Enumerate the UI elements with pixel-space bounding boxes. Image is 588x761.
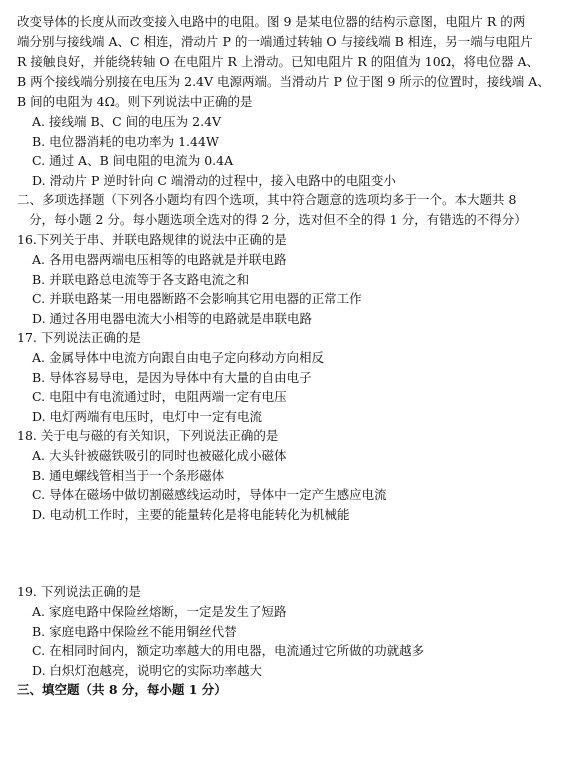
option-c: C. 导体在磁场中做切割磁感线运动时，导体中一定产生感应电流: [32, 487, 387, 502]
option-b: B. 通电螺线管相当于一个条形磁体: [32, 467, 225, 483]
intro-line: B 间的电阻为 4Ω。则下列说法中正确的是: [17, 94, 253, 109]
intro-line: 改变导体的长度从而改变接入电路中的电阻。图 9 是某电位器的结构示意图，电阻片 R 的两: [17, 14, 526, 29]
option-d: D. 通过各用电器电流大小相等的电路就是串联电路: [32, 310, 313, 326]
option-c: C. 并联电路某一用电器断路不会影响其它用电器的正常工作: [32, 291, 362, 306]
option-d: D. 滑动片 P 逆时针向 C 端滑动的过程中，接入电路中的电阻变小: [32, 172, 396, 188]
section-2-heading: [17, 190, 580, 230]
option-c: C. 电阻中有电流通过时，电阻两端一定有电压: [32, 389, 287, 404]
question-stem: 16.下列关于串、并联电路规律的说法中正确的是: [17, 232, 287, 247]
intro-line: 端分别与接线端 A、C 相连，滑动片 P 的一端通过转轴 O 与接线端 B 相连，另一端与电阻片: [17, 34, 533, 49]
option-c: C. 在相同时间内，额定功率越大的用电器，电流通过它所做的功就越多: [32, 643, 425, 658]
intro-options: [17, 112, 580, 190]
option-a: A. 家庭电路中保险丝熔断，一定是发生了短路: [32, 604, 287, 619]
blank-space: [17, 524, 580, 582]
intro-paragraph: [17, 12, 580, 112]
question-16: [17, 230, 580, 328]
option-d: D. 白炽灯泡越亮，说明它的实际功率越大: [32, 662, 263, 678]
option-a: A. 接线端 B、C 间的电压为 2.4V: [32, 114, 222, 129]
option-b: B. 导体容易导电，是因为导体中有大量的自由电子: [32, 369, 312, 385]
intro-line: B 两个接线端分别接在电压为 2.4V 电源两端。当滑动片 P 位于图 9 所示的位置时，接线端 A、: [17, 74, 550, 89]
section-heading-line: 分，每小题 2 分。每小题选项全选对的得 2 分，选对但不全的得 1 分，有错选的不得分）: [29, 212, 527, 227]
option-b: B. 并联电路总电流等于各支路电流之和: [32, 271, 250, 287]
option-b: B. 电位器消耗的电功率为 1.44W: [32, 133, 219, 149]
option-c: C. 通过 A、B 间电阻的电流为 0.4A: [32, 153, 234, 168]
question-stem: 17. 下列说法正确的是: [17, 330, 141, 345]
option-a: A. 各用电器两端电压相等的电路就是并联电路: [32, 252, 287, 267]
option-d: D. 电灯两端有电压时，电灯中一定有电流: [32, 408, 263, 424]
option-b: B. 家庭电路中保险丝不能用铜丝代替: [32, 623, 237, 639]
section-3-heading: 三、填空题（共 8 分，每小题 1 分）: [17, 682, 227, 697]
option-a: A. 大头针被磁铁吸引的同时也被磁化成小磁体: [32, 448, 287, 463]
intro-line: R 接触良好，并能绕转轴 O 在电阻片 R 上滑动。已知电阻片 R 的阻值为 10Ω，将电位器 A、: [17, 54, 540, 69]
option-a: A. 金属导体中电流方向跟自由电子定向移动方向相反: [32, 350, 324, 365]
question-stem: 19. 下列说法正确的是: [17, 584, 141, 599]
question-18: [17, 426, 580, 524]
question-17: [17, 328, 580, 426]
question-stem: 18. 关于电与磁的有关知识，下列说法正确的是: [17, 428, 279, 443]
question-19: [17, 582, 580, 680]
section-heading-line: 二、多项选择题（下列各小题均有四个选项，其中符合题意的选项均多于一个。本大题共 8: [17, 192, 517, 207]
option-d: D. 电动机工作时，主要的能量转化是将电能转化为机械能: [32, 506, 350, 522]
